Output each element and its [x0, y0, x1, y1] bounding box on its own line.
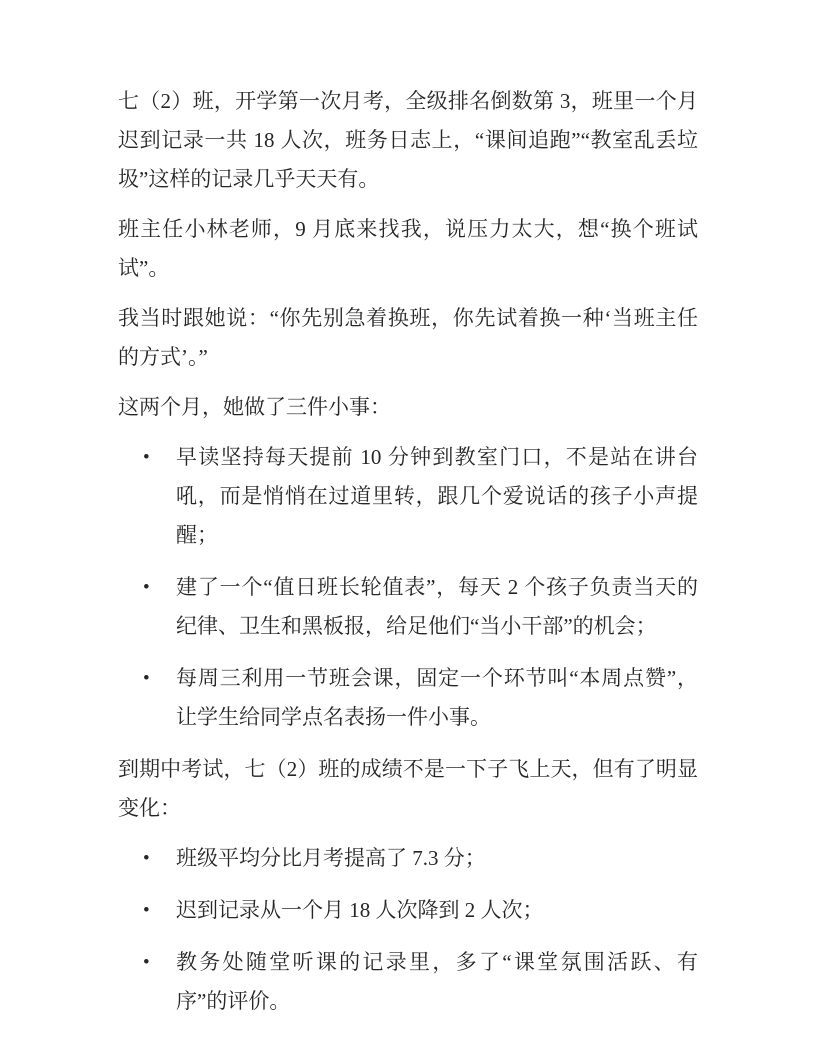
list-item-text: 建了一个“值日班长轮值表”，每天 2 个孩子负责当天的纪律、卫生和黑板报，给足他们“当小干部”的机会；: [176, 575, 698, 638]
list-item-text: 教务处随堂听课的记录里，多了“课堂氛围活跃、有序”的评价。: [176, 950, 698, 1013]
list-item: [143, 891, 698, 930]
paragraph-three-things-lead: 这两个月，她做了三件小事：: [118, 395, 391, 419]
list-item-text: 早读坚持每天提前 10 分钟到教室门口，不是站在讲台吼，而是悄悄在过道里转，跟几个爱说话的孩子小声提醒；: [176, 445, 698, 547]
bullet-list-actions: [143, 438, 698, 737]
list-item: [143, 438, 698, 555]
list-item: [143, 943, 698, 1021]
bullet-list-results: [143, 839, 698, 1021]
list-item: [143, 659, 698, 737]
paragraph-teacher: 班主任小林老师，9 月底来找我，说压力太大，想“换个班试试”。: [118, 217, 698, 280]
list-item-text: 每周三利用一节班会课，固定一个环节叫“本周点赞”，让学生给同学点名表扬一件小事。: [176, 666, 698, 729]
bullet-icon: •: [143, 668, 150, 689]
paragraph-advice: 我当时跟她说：“你先别急着换班，你先试着换一种‘当班主任的方式’。”: [118, 306, 698, 369]
list-item: [143, 568, 698, 646]
paragraph-intro: 七（2）班，开学第一次月考，全级排名倒数第 3，班里一个月迟到记录一共 18 人次，班务日志上，“课间追跑”“教室乱丢垃圾”这样的记录几乎天天有。: [118, 89, 698, 191]
bullet-icon: •: [143, 848, 150, 869]
bullet-icon: •: [143, 900, 150, 921]
bullet-icon: •: [143, 577, 150, 598]
document-body: [118, 82, 698, 1021]
paragraph-results-lead: 到期中考试，七（2）班的成绩不是一下子飞上天，但有了明显变化：: [118, 757, 698, 820]
list-item: [143, 839, 698, 878]
list-item-text: 班级平均分比月考提高了 7.3 分；: [176, 846, 486, 870]
bullet-icon: •: [143, 447, 150, 468]
list-item-text: 迟到记录从一个月 18 人次降到 2 人次；: [176, 898, 544, 922]
bullet-icon: •: [143, 952, 150, 973]
